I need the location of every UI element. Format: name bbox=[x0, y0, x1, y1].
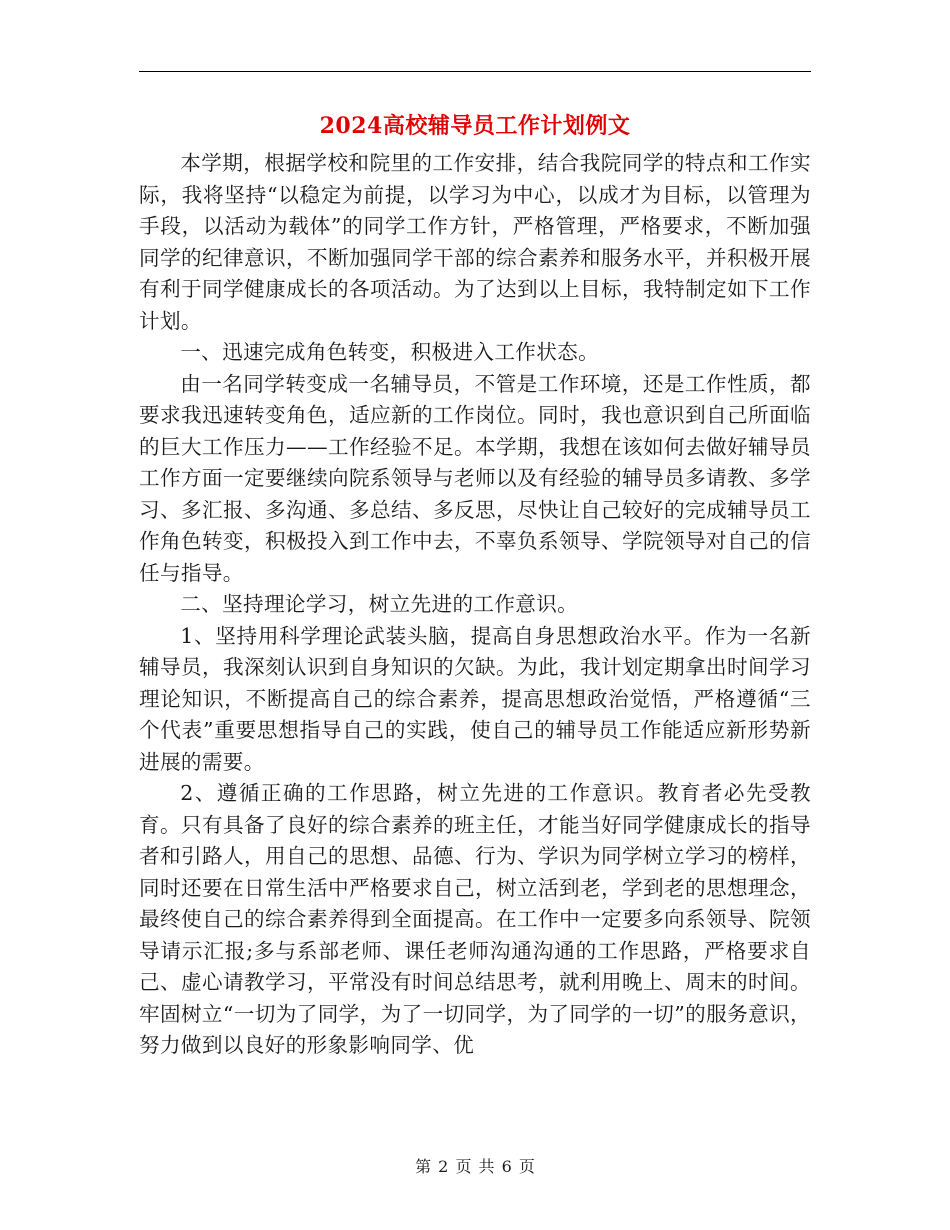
section-heading-2: 二、坚持理论学习，树立先进的工作意识。 bbox=[180, 592, 579, 616]
page-number: 第 2 页 共 6 页 bbox=[415, 1157, 535, 1176]
section-heading-1: 一、迅速完成角色转变，积极进入工作状态。 bbox=[180, 340, 600, 364]
paragraph-work-approach: 2、遵循正确的工作思路，树立先进的工作意识。教育者必先受教育。只有具备了良好的综合素养的班主任，才能当好同学健康成长的指导者和引路人，用自己的思想、品德、行为、学识为同学树立学习的榜样，同时还要在日常生活中严格要求自己，树立活到老，学到老的思想理念，最终使自己的综合素养得到全面提高。在工作中一定要多向系领导、院领导请示汇报;多与系部老师、课任老师沟通沟通的工作思路，严格要求自己、虚心请教学习，平常没有时间总结思考，就利用晚上、周末的时间。牢固树立“一切为了同学，为了一切同学，为了同学的一切”的服务意识，努力做到以良好的形象影响同学、优 bbox=[139, 781, 811, 1057]
paragraph-theory-study: 1、坚持用科学理论武装头脑，提高自身思想政治水平。作为一名新辅导员，我深刻认识到自身知识的欠缺。为此，我计划定期拿出时间学习理论知识，不断提高自己的综合素养，提高思想政治觉悟，严格遵循“三个代表”重要思想指导自己的实践，使自己的辅导员工作能适应新形势新进展的需要。 bbox=[139, 623, 811, 774]
header-rule bbox=[139, 71, 811, 72]
paragraph-intro: 本学期，根据学校和院里的工作安排，结合我院同学的特点和工作实际，我将坚持“以稳定为前提，以学习为中心，以成才为目标，以管理为手段，以活动为载体”的同学工作方针，严格管理，严格要求，不断加强同学的纪律意识，不断加强同学干部的综合素养和服务水平，并积极开展有利于同学健康成长的各项活动。为了达到以上目标，我特制定如下工作计划。 bbox=[139, 151, 811, 333]
paragraph-role-change: 由一名同学转变成一名辅导员，不管是工作环境，还是工作性质，都要求我迅速转变角色，适应新的工作岗位。同时，我也意识到自己所面临的巨大工作压力——工作经验不足。本学期，我想在该如何去做好辅导员工作方面一定要继续向院系领导与老师以及有经验的辅导员多请教、多学习、多汇报、多沟通、多总结、多反思，尽快让自己较好的完成辅导员工作角色转变，积极投入到工作中去，不辜负系领导、学院领导对自己的信任与指导。 bbox=[139, 371, 811, 585]
document-title: 2024高校辅导员工作计划例文 bbox=[319, 113, 631, 139]
document-body bbox=[139, 148, 811, 1062]
